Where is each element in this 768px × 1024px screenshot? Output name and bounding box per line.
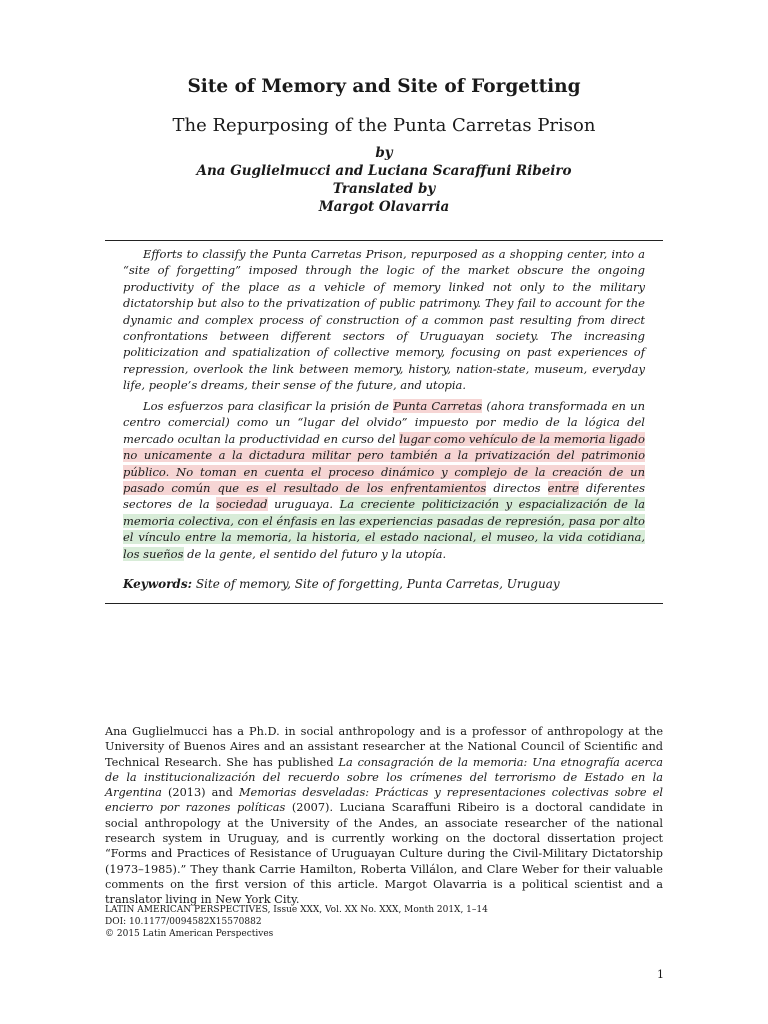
bottom-divider xyxy=(105,603,663,604)
top-divider xyxy=(105,240,663,241)
abstract-spanish xyxy=(123,398,645,562)
abstract-es-text: Los esfuerzos para clasificar la prisión de xyxy=(143,399,394,413)
abstract-es-text: (ahora transformada en un centro comercial) como un “lugar del olvido” impuesto por medio de la lógica del mercado ocultan la productividad en curso del xyxy=(123,399,645,446)
keywords-text: Site of memory, Site of forgetting, Punta Carretas, Uruguay xyxy=(192,577,560,591)
article-title: Site of Memory and Site of Forgetting xyxy=(187,76,581,97)
journal-doi: DOI: 10.1177/0094582X15570882 xyxy=(105,917,262,927)
journal-citation: LATIN AMERICAN PERSPECTIVES, Issue XXX, Vol. XX No. XXX, Month 201X, 1–14 xyxy=(105,905,488,915)
abstract-es-text: directos xyxy=(486,481,548,496)
abstract-english-text: Efforts to classify the Punta Carretas Prison, repurposed as a shopping center, into a “site of forgetting” imposed through the logic of the market obscure the ongoing productivity of the place as a vehicle of memory linked not only to the military dictatorship but also to the privatization of public patrimony. They fail to account for the dynamic and complex process of construction of a common past resulting from direct confrontations between different sectors of Uruguayan society. The increasing politicization and spatialization of collective memory, focusing on past experiences of repression, overlook the link between memory, history, nation-state, museum, everyday life, people’s dreams, their sense of the future, and utopia. xyxy=(123,247,645,393)
keywords xyxy=(123,577,653,591)
highlight-red: Punta Carretas xyxy=(393,399,483,413)
journal-copyright: © 2015 Latin American Perspectives xyxy=(105,929,274,939)
bio-text: (2013) and xyxy=(161,786,239,800)
journal-info xyxy=(105,904,663,940)
author-bio xyxy=(105,724,663,908)
byline-by: by xyxy=(375,145,393,161)
book-title: La consagración de la memoria: Una etnografía acerca de la institucionalización del recuerdo sobre los crímenes del terrorismo de Estado en la Argentina xyxy=(105,755,663,800)
page-number: 1 xyxy=(657,968,664,981)
highlight-red: entre xyxy=(547,481,579,496)
translator: Margot Olavarria xyxy=(318,199,450,215)
highlight-red: sociedad xyxy=(216,497,268,512)
abstract-es-text: uruguaya. xyxy=(267,497,340,512)
abstract-es-text: de la gente, el sentido del futuro y la utopía. xyxy=(183,546,447,561)
article-subtitle: The Repurposing of the Punta Carretas Prison xyxy=(172,115,596,136)
keywords-label: Keywords: xyxy=(123,577,193,591)
translated-by-label: Translated by xyxy=(332,181,436,197)
highlight-red: lugar como vehículo de la memoria ligado no unicamente a la dictadura militar pero también a la privatización del patrimonio público. No toman en cuenta el proceso dinámico y complejo de la creación de un pasado común que es el resultado de los enfrentamientos xyxy=(123,431,645,496)
authors: Ana Guglielmucci and Luciana Scaraffuni Ribeiro xyxy=(196,163,572,179)
highlight-green: La creciente politicización y espacialización de la memoria colectiva, con el énfasis en las experiencias pasadas de represión, pasa por alto el vínculo entre la memoria, la historia, el estado nacional, el museo, la vida cotidiana, los sueños xyxy=(123,497,645,561)
bio-text: (2007). Luciana Scaraffuni Ribeiro is a doctoral candidate in social anthropology at the University of the Andes, an associate researcher of the national research system in Uruguay, and is currently working on the doctoral dissertation project “Forms and Practices of Resistance of Uruguayan Culture during the Civil-Military Dictatorship (1973–1985).” They thank Carrie Hamilton, Roberta Villálon, and Clare Weber for their valuable comments on the first version of this article. Margot Olavarria is a political scientist and a translator living in New York City. xyxy=(105,801,663,907)
book-title: Memorias desveladas: Prácticas y representaciones colectivas sobre el encierro por razones políticas xyxy=(105,786,663,815)
bio-text: Ana Guglielmucci has a Ph.D. in social anthropology and is a professor of anthropology at the University of Buenos Aires and an assistant researcher at the National Council of Scientific and Technical Research. She has published xyxy=(105,725,663,769)
abstract-english xyxy=(123,246,645,394)
abstract-es-text: diferentes sectores de la xyxy=(123,481,646,512)
